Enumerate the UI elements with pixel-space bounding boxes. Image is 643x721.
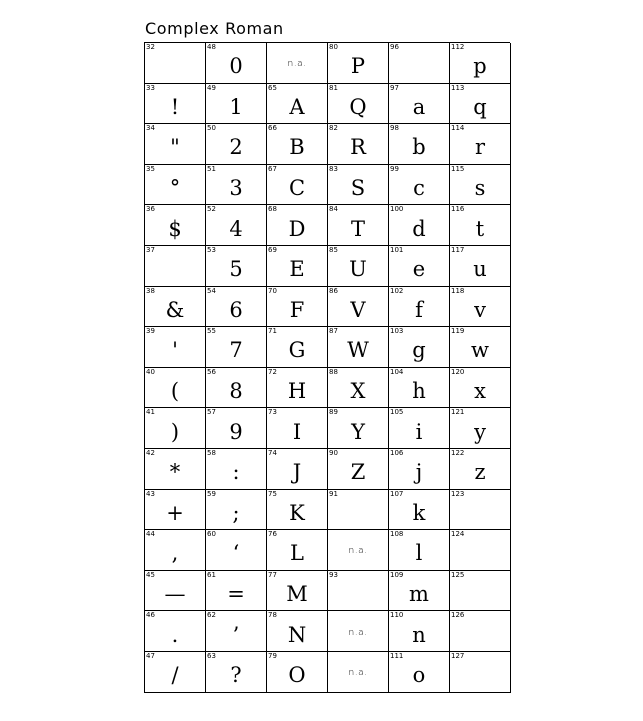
char-code: 49 — [207, 83, 216, 92]
char-cell — [206, 611, 267, 652]
char-cell — [267, 327, 328, 368]
char-code: 122 — [451, 448, 465, 457]
char-cell — [145, 652, 206, 693]
char-code: 39 — [146, 327, 155, 336]
char-cell — [206, 368, 267, 409]
char-glyph: f — [415, 297, 423, 322]
char-code: 47 — [146, 651, 155, 660]
char-cell — [267, 124, 328, 165]
char-code: 68 — [268, 205, 277, 214]
char-glyph: ’ — [232, 622, 240, 647]
char-code: 103 — [390, 327, 404, 336]
char-code: 60 — [207, 530, 216, 539]
char-glyph: 7 — [229, 338, 243, 363]
char-cell — [389, 571, 450, 612]
char-code: 102 — [390, 286, 404, 295]
char-code: 99 — [390, 164, 399, 173]
char-glyph: / — [171, 663, 179, 688]
char-cell — [450, 327, 511, 368]
char-cell — [328, 368, 389, 409]
char-cell — [206, 205, 267, 246]
char-glyph: d — [412, 216, 426, 241]
char-cell — [267, 490, 328, 531]
char-code: 51 — [207, 164, 216, 173]
char-cell — [450, 368, 511, 409]
char-glyph: " — [170, 135, 180, 160]
char-code: 34 — [146, 124, 155, 133]
char-cell — [389, 205, 450, 246]
char-code: 69 — [268, 245, 277, 254]
char-glyph: F — [289, 297, 305, 322]
char-cell — [267, 408, 328, 449]
char-glyph: G — [288, 338, 306, 363]
char-cell — [267, 165, 328, 206]
char-cell — [328, 490, 389, 531]
char-glyph — [145, 51, 205, 83]
char-code: 123 — [451, 489, 465, 498]
char-cell — [328, 327, 389, 368]
char-cell — [328, 124, 389, 165]
char-code: 93 — [329, 570, 338, 579]
char-code: 48 — [207, 43, 216, 51]
char-code: 72 — [268, 367, 277, 376]
char-cell — [145, 287, 206, 328]
char-code: 127 — [451, 651, 465, 660]
char-cell — [267, 611, 328, 652]
char-glyph: 0 — [229, 54, 243, 79]
char-code: 83 — [329, 164, 338, 173]
char-code: 61 — [207, 570, 216, 579]
char-cell — [450, 571, 511, 612]
char-code: 74 — [268, 448, 277, 457]
char-cell — [389, 246, 450, 287]
char-cell — [389, 368, 450, 409]
char-glyph: P — [350, 54, 366, 79]
char-glyph: ? — [230, 663, 242, 688]
char-code: 40 — [146, 367, 155, 376]
char-cell — [328, 449, 389, 490]
not-available-label: n.a. — [287, 59, 307, 70]
char-code: 115 — [451, 164, 465, 173]
char-cell — [145, 165, 206, 206]
char-code: 75 — [268, 489, 277, 498]
char-cell — [328, 43, 389, 84]
char-code: 35 — [146, 164, 155, 173]
char-glyph: 6 — [229, 297, 243, 322]
char-glyph: + — [166, 500, 184, 525]
char-code: 91 — [329, 489, 338, 498]
char-glyph: 4 — [229, 216, 243, 241]
char-glyph: A — [289, 94, 305, 119]
char-code: 43 — [146, 489, 155, 498]
char-glyph: X — [350, 379, 366, 404]
char-cell — [450, 287, 511, 328]
char-cell — [328, 611, 389, 652]
char-cell — [267, 84, 328, 125]
char-cell — [206, 490, 267, 531]
char-code: 63 — [207, 651, 216, 660]
char-glyph: K — [289, 500, 305, 525]
char-code: 111 — [390, 651, 404, 660]
char-glyph: R — [350, 135, 366, 160]
char-code: 46 — [146, 611, 155, 620]
char-code: 79 — [268, 651, 277, 660]
char-cell — [389, 652, 450, 693]
char-code: 84 — [329, 205, 338, 214]
char-glyph: L — [290, 541, 304, 566]
char-cell — [145, 43, 206, 84]
char-code: 125 — [451, 570, 465, 579]
char-glyph: m — [409, 582, 429, 607]
char-code: 98 — [390, 124, 399, 133]
char-code: 106 — [390, 448, 404, 457]
char-glyph: 9 — [229, 419, 243, 444]
char-glyph: g — [412, 338, 426, 363]
char-glyph: C — [288, 176, 306, 201]
char-cell — [328, 530, 389, 571]
char-code: 76 — [268, 530, 277, 539]
char-cell — [206, 571, 267, 612]
char-cell — [328, 287, 389, 328]
char-cell — [206, 246, 267, 287]
char-glyph: = — [227, 582, 245, 607]
char-glyph: D — [288, 216, 306, 241]
char-cell — [389, 287, 450, 328]
char-glyph: T — [350, 216, 365, 241]
char-glyph: i — [415, 419, 423, 444]
char-cell — [450, 408, 511, 449]
char-code: 57 — [207, 408, 216, 417]
char-code: 81 — [329, 83, 338, 92]
page-title: Complex Roman — [145, 19, 284, 38]
char-code: 78 — [268, 611, 277, 620]
char-code: 101 — [390, 245, 404, 254]
char-glyph: u — [473, 257, 487, 282]
char-cell — [145, 246, 206, 287]
char-glyph — [145, 254, 205, 286]
char-code: 89 — [329, 408, 338, 417]
char-code: 37 — [146, 245, 155, 254]
char-glyph: k — [412, 500, 426, 525]
char-cell — [145, 530, 206, 571]
char-code: 118 — [451, 286, 465, 295]
char-code: 85 — [329, 245, 338, 254]
char-glyph: * — [169, 460, 181, 485]
char-code: 87 — [329, 327, 338, 336]
char-glyph: c — [413, 176, 425, 201]
char-cell — [267, 571, 328, 612]
char-glyph: ; — [232, 500, 240, 525]
char-glyph — [389, 51, 449, 83]
char-code: 44 — [146, 530, 155, 539]
char-glyph: l — [415, 541, 423, 566]
char-code: 105 — [390, 408, 404, 417]
char-glyph: 5 — [229, 257, 243, 282]
char-code: 119 — [451, 327, 465, 336]
char-code: 77 — [268, 570, 277, 579]
char-cell — [389, 84, 450, 125]
char-code: 100 — [390, 205, 404, 214]
not-available-label: n.a. — [348, 668, 368, 679]
char-cell — [450, 652, 511, 693]
char-cell — [267, 205, 328, 246]
char-code: 42 — [146, 448, 155, 457]
char-cell — [145, 205, 206, 246]
char-code: 109 — [390, 570, 404, 579]
char-code: 32 — [146, 43, 155, 51]
char-glyph: y — [474, 419, 486, 444]
char-code: 36 — [146, 205, 155, 214]
char-glyph: a — [412, 94, 426, 119]
char-code: 45 — [146, 570, 155, 579]
char-code: 82 — [329, 124, 338, 133]
char-glyph: Y — [351, 419, 365, 444]
char-cell — [206, 124, 267, 165]
char-glyph: e — [412, 257, 426, 282]
char-glyph: 3 — [229, 176, 243, 201]
char-code: 67 — [268, 164, 277, 173]
char-code: 90 — [329, 448, 338, 457]
char-glyph: Q — [349, 94, 367, 119]
char-glyph: H — [287, 379, 307, 404]
char-code: 126 — [451, 611, 465, 620]
char-code: 33 — [146, 83, 155, 92]
char-glyph: j — [415, 460, 423, 485]
char-code: 108 — [390, 530, 404, 539]
char-cell — [145, 84, 206, 125]
char-glyph: U — [349, 257, 367, 282]
char-code: 120 — [451, 367, 465, 376]
char-cell — [389, 43, 450, 84]
char-glyph: n — [412, 622, 426, 647]
char-cell — [206, 287, 267, 328]
char-glyph: ' — [172, 338, 178, 363]
char-cell — [328, 165, 389, 206]
char-code: 116 — [451, 205, 465, 214]
char-cell — [328, 652, 389, 693]
char-code: 80 — [329, 43, 338, 51]
char-cell — [145, 611, 206, 652]
char-cell — [450, 43, 511, 84]
not-available-label: n.a. — [348, 627, 368, 638]
char-glyph: o — [412, 663, 426, 688]
char-code: 41 — [146, 408, 155, 417]
char-code: 53 — [207, 245, 216, 254]
char-code: 124 — [451, 530, 465, 539]
char-code: 65 — [268, 83, 277, 92]
char-glyph: 8 — [229, 379, 243, 404]
char-cell — [328, 205, 389, 246]
char-glyph: V — [350, 297, 366, 322]
char-cell — [450, 490, 511, 531]
char-code: 66 — [268, 124, 277, 133]
char-glyph: B — [289, 135, 305, 160]
char-cell — [389, 449, 450, 490]
char-glyph — [450, 498, 510, 530]
char-glyph: p — [473, 54, 487, 79]
char-glyph: q — [473, 94, 487, 119]
char-cell — [450, 205, 511, 246]
char-cell — [389, 611, 450, 652]
char-glyph: J — [292, 460, 302, 485]
char-glyph: ( — [170, 379, 180, 404]
char-glyph: ) — [170, 419, 180, 444]
char-cell — [267, 652, 328, 693]
char-glyph — [450, 538, 510, 570]
char-glyph: ! — [170, 94, 180, 119]
char-glyph: O — [288, 663, 306, 688]
char-cell — [389, 408, 450, 449]
char-glyph — [328, 498, 388, 530]
char-cell — [450, 124, 511, 165]
char-cell — [450, 165, 511, 206]
char-cell — [206, 327, 267, 368]
char-code: 97 — [390, 83, 399, 92]
char-glyph: , — [171, 541, 179, 566]
char-code: 112 — [451, 43, 465, 51]
char-code: 58 — [207, 448, 216, 457]
char-glyph: Z — [350, 460, 366, 485]
char-code: 62 — [207, 611, 216, 620]
char-glyph: r — [474, 135, 486, 160]
char-code: 55 — [207, 327, 216, 336]
char-glyph: . — [171, 622, 179, 647]
char-code: 88 — [329, 367, 338, 376]
char-glyph: 1 — [229, 94, 243, 119]
char-cell — [145, 408, 206, 449]
char-glyph: v — [474, 297, 486, 322]
char-cell — [267, 287, 328, 328]
char-cell — [206, 84, 267, 125]
char-cell — [328, 84, 389, 125]
char-code: 114 — [451, 124, 465, 133]
char-cell — [389, 124, 450, 165]
char-code: 117 — [451, 245, 465, 254]
char-code: 71 — [268, 327, 277, 336]
char-cell — [206, 652, 267, 693]
char-cell — [389, 530, 450, 571]
char-glyph — [450, 579, 510, 611]
char-glyph: I — [292, 419, 302, 444]
character-chart — [144, 42, 510, 693]
char-code: 38 — [146, 286, 155, 295]
char-glyph — [328, 579, 388, 611]
char-cell — [206, 165, 267, 206]
char-glyph: : — [232, 460, 240, 485]
char-cell — [206, 43, 267, 84]
char-glyph: b — [412, 135, 426, 160]
char-cell — [450, 449, 511, 490]
char-cell — [206, 408, 267, 449]
char-code: 96 — [390, 43, 399, 51]
char-glyph: — — [164, 582, 186, 607]
char-code: 50 — [207, 124, 216, 133]
char-cell — [206, 449, 267, 490]
char-cell — [145, 327, 206, 368]
char-glyph: & — [165, 297, 185, 322]
char-cell — [145, 571, 206, 612]
char-cell — [206, 530, 267, 571]
char-code: 110 — [390, 611, 404, 620]
char-glyph: 2 — [229, 135, 243, 160]
char-cell — [450, 530, 511, 571]
char-code: 86 — [329, 286, 338, 295]
char-glyph: t — [475, 216, 485, 241]
char-cell — [145, 490, 206, 531]
char-cell — [450, 84, 511, 125]
not-available-label: n.a. — [348, 546, 368, 557]
char-glyph: z — [474, 460, 486, 485]
char-code: 59 — [207, 489, 216, 498]
char-cell — [145, 449, 206, 490]
char-cell — [328, 408, 389, 449]
char-code: 52 — [207, 205, 216, 214]
char-glyph: E — [289, 257, 305, 282]
char-cell — [328, 246, 389, 287]
char-code: 54 — [207, 286, 216, 295]
char-glyph: W — [347, 338, 369, 363]
char-glyph: w — [471, 338, 489, 363]
char-cell — [267, 246, 328, 287]
char-cell — [267, 449, 328, 490]
char-glyph: $ — [168, 216, 182, 241]
char-cell — [389, 327, 450, 368]
char-code: 113 — [451, 83, 465, 92]
char-cell — [328, 571, 389, 612]
char-code: 107 — [390, 489, 404, 498]
char-cell — [267, 43, 328, 84]
char-code: 121 — [451, 408, 465, 417]
char-glyph: ° — [169, 176, 181, 201]
char-cell — [450, 611, 511, 652]
char-glyph — [450, 619, 510, 651]
char-glyph — [450, 660, 510, 692]
char-glyph: s — [474, 176, 486, 201]
char-cell — [145, 368, 206, 409]
char-cell — [267, 368, 328, 409]
char-glyph: h — [412, 379, 426, 404]
char-cell — [389, 165, 450, 206]
char-code: 56 — [207, 367, 216, 376]
char-glyph: ‘ — [232, 541, 240, 566]
char-cell — [450, 246, 511, 287]
char-code: 70 — [268, 286, 277, 295]
char-cell — [389, 490, 450, 531]
char-cell — [267, 530, 328, 571]
char-cell — [145, 124, 206, 165]
char-code: 104 — [390, 367, 404, 376]
char-glyph: S — [350, 176, 366, 201]
char-glyph: x — [474, 379, 486, 404]
char-glyph: N — [287, 622, 307, 647]
char-code: 73 — [268, 408, 277, 417]
char-glyph: M — [286, 582, 308, 607]
